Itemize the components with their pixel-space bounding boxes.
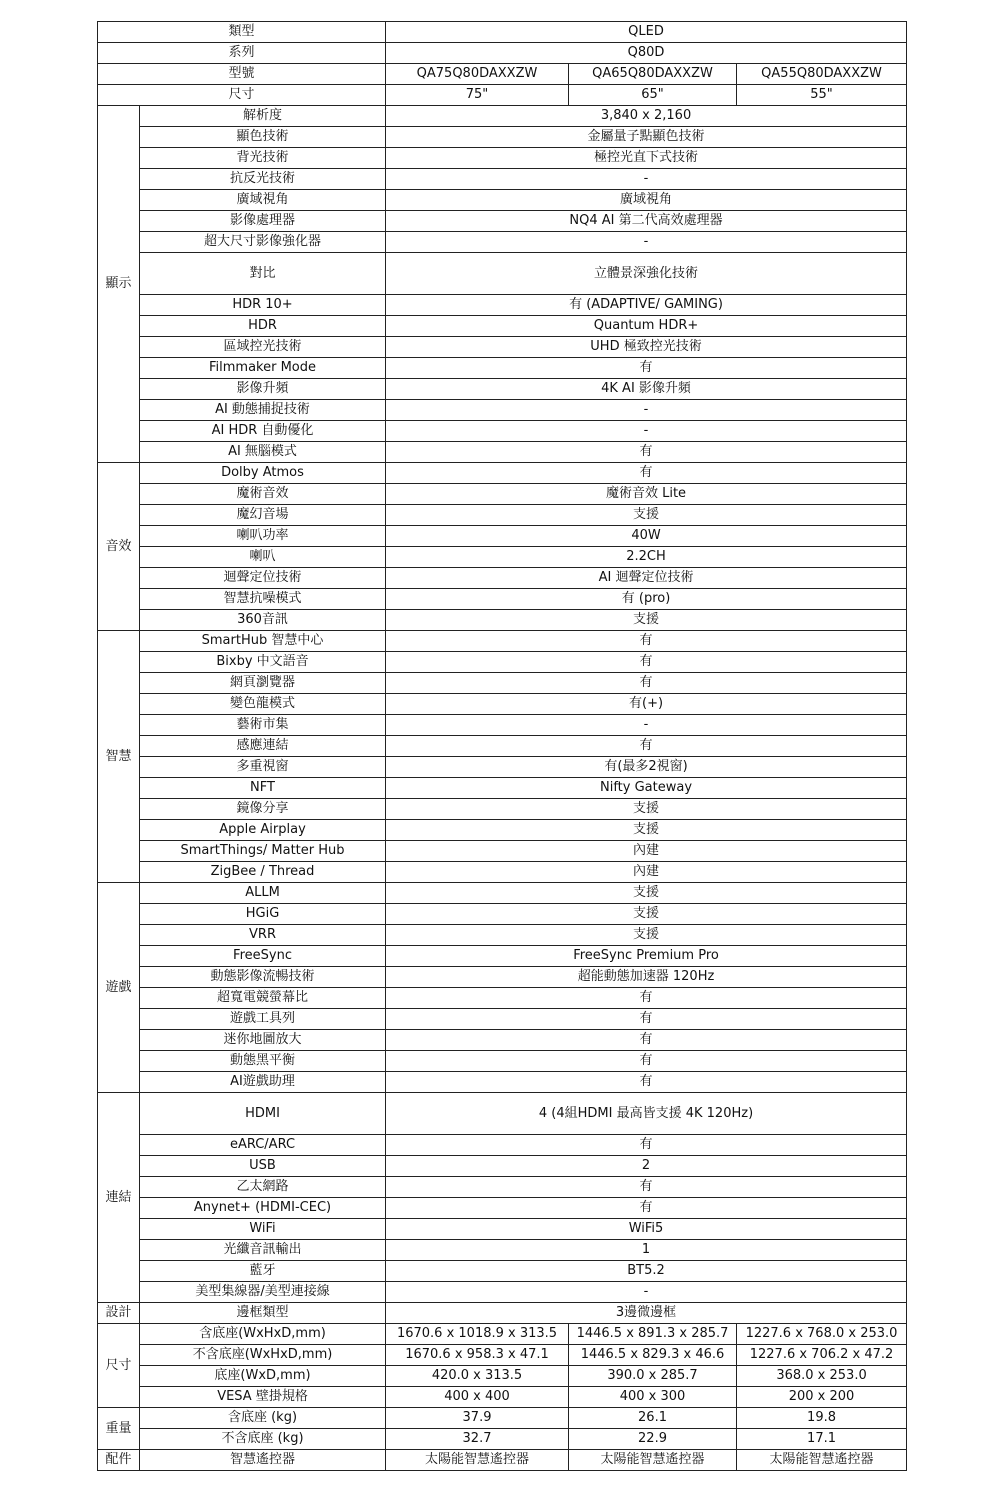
- spec-row: [98, 1009, 907, 1030]
- spec-value: 有: [386, 463, 907, 484]
- spec-value: FreeSync Premium Pro: [386, 946, 907, 967]
- spec-row: [98, 1261, 907, 1282]
- model-75: QA75Q80DAXXZW: [386, 64, 569, 85]
- spec-label: 背光技術: [140, 148, 386, 169]
- spec-value: 支援: [386, 610, 907, 631]
- spec-row: [98, 337, 907, 358]
- spec-value: 1670.6 x 958.3 x 47.1: [386, 1345, 569, 1366]
- spec-label: FreeSync: [140, 946, 386, 967]
- spec-value: Nifty Gateway: [386, 778, 907, 799]
- spec-row: [98, 190, 907, 211]
- spec-label: 光纖音訊輸出: [140, 1240, 386, 1261]
- spec-value: 17.1: [737, 1429, 907, 1450]
- spec-value: 有(最多2視窗): [386, 757, 907, 778]
- spec-row: [98, 820, 907, 841]
- spec-value: 37.9: [386, 1408, 569, 1429]
- spec-label: 藝術市集: [140, 715, 386, 736]
- type-value: QLED: [386, 22, 907, 43]
- spec-row: [98, 1198, 907, 1219]
- spec-label: HDR: [140, 316, 386, 337]
- spec-row: [98, 1093, 907, 1135]
- spec-value: -: [386, 1282, 907, 1303]
- spec-value: 太陽能智慧遙控器: [569, 1450, 737, 1471]
- spec-value: 有: [386, 1198, 907, 1219]
- spec-label: SmartThings/ Matter Hub: [140, 841, 386, 862]
- spec-row: [98, 400, 907, 421]
- type-label: 類型: [98, 22, 386, 43]
- spec-label: 美型集線器/美型連接線: [140, 1282, 386, 1303]
- spec-label: AI HDR 自動優化: [140, 421, 386, 442]
- spec-label: AI 無腦模式: [140, 442, 386, 463]
- spec-label: 抗反光技術: [140, 169, 386, 190]
- spec-value: 1: [386, 1240, 907, 1261]
- spec-row: [98, 442, 907, 463]
- spec-row: [98, 295, 907, 316]
- series-label: 系列: [98, 43, 386, 64]
- spec-row: [98, 967, 907, 988]
- spec-label: 廣域視角: [140, 190, 386, 211]
- spec-label: AI遊戲助理: [140, 1072, 386, 1093]
- spec-value: 有: [386, 988, 907, 1009]
- spec-row: [98, 1324, 907, 1345]
- spec-label: Bixby 中文語音: [140, 652, 386, 673]
- spec-value: 1227.6 x 706.2 x 47.2: [737, 1345, 907, 1366]
- size-55: 55": [737, 85, 907, 106]
- spec-label: SmartHub 智慧中心: [140, 631, 386, 652]
- spec-row: [98, 1072, 907, 1093]
- spec-row: [98, 1303, 907, 1324]
- spec-row: [98, 1219, 907, 1240]
- spec-value: -: [386, 169, 907, 190]
- spec-label: 魔幻音場: [140, 505, 386, 526]
- spec-row: [98, 715, 907, 736]
- spec-label: Dolby Atmos: [140, 463, 386, 484]
- category-label: 設計: [98, 1303, 140, 1324]
- spec-value: 有: [386, 1135, 907, 1156]
- spec-value: 1446.5 x 891.3 x 285.7: [569, 1324, 737, 1345]
- spec-label: 含底座(WxHxD,mm): [140, 1324, 386, 1345]
- spec-label: 多重視窗: [140, 757, 386, 778]
- spec-label: 迷你地圖放大: [140, 1030, 386, 1051]
- category-label: 遊戲: [98, 883, 140, 1093]
- spec-label: 360音訊: [140, 610, 386, 631]
- spec-label: 迴聲定位技術: [140, 568, 386, 589]
- spec-label: 藍牙: [140, 1261, 386, 1282]
- spec-row: [98, 841, 907, 862]
- spec-value: 支援: [386, 820, 907, 841]
- spec-row: [98, 673, 907, 694]
- spec-row: [98, 631, 907, 652]
- model-65: QA65Q80DAXXZW: [569, 64, 737, 85]
- spec-label: 魔術音效: [140, 484, 386, 505]
- spec-label: USB: [140, 1156, 386, 1177]
- category-label: 顯示: [98, 106, 140, 463]
- spec-row: [98, 148, 907, 169]
- spec-row: [98, 757, 907, 778]
- spec-row: [98, 526, 907, 547]
- spec-value: UHD 極致控光技術: [386, 337, 907, 358]
- spec-label: 智慧遙控器: [140, 1450, 386, 1471]
- spec-label: Filmmaker Mode: [140, 358, 386, 379]
- spec-row: [98, 610, 907, 631]
- spec-row: [98, 232, 907, 253]
- spec-value: 3,840 x 2,160: [386, 106, 907, 127]
- spec-row: [98, 904, 907, 925]
- spec-value: 32.7: [386, 1429, 569, 1450]
- spec-row: [98, 1030, 907, 1051]
- spec-label: HDR 10+: [140, 295, 386, 316]
- header-row-model: [98, 64, 907, 85]
- spec-row: [98, 925, 907, 946]
- size-65: 65": [569, 85, 737, 106]
- spec-label: 喇叭功率: [140, 526, 386, 547]
- spec-label: 底座(WxD,mm): [140, 1366, 386, 1387]
- spec-label: AI 動態捕捉技術: [140, 400, 386, 421]
- model-55: QA55Q80DAXXZW: [737, 64, 907, 85]
- spec-row: [98, 421, 907, 442]
- spec-value: 有: [386, 631, 907, 652]
- spec-label: 影像升頻: [140, 379, 386, 400]
- spec-label: 不含底座(WxHxD,mm): [140, 1345, 386, 1366]
- spec-label: 超大尺寸影像強化器: [140, 232, 386, 253]
- category-label: 連結: [98, 1093, 140, 1303]
- spec-value: 400 x 300: [569, 1387, 737, 1408]
- spec-value: 有: [386, 1009, 907, 1030]
- spec-value: 有: [386, 736, 907, 757]
- spec-label: 鏡像分享: [140, 799, 386, 820]
- spec-row: [98, 1345, 907, 1366]
- category-label: 重量: [98, 1408, 140, 1450]
- spec-label: 含底座 (kg): [140, 1408, 386, 1429]
- spec-row: [98, 736, 907, 757]
- spec-row: [98, 505, 907, 526]
- spec-value: 支援: [386, 904, 907, 925]
- spec-label: 不含底座 (kg): [140, 1429, 386, 1450]
- spec-row: [98, 988, 907, 1009]
- spec-label: 超寬電競螢幕比: [140, 988, 386, 1009]
- spec-row: [98, 358, 907, 379]
- spec-value: 有: [386, 673, 907, 694]
- spec-value: 太陽能智慧遙控器: [386, 1450, 569, 1471]
- spec-value: 4K AI 影像升頻: [386, 379, 907, 400]
- spec-value: 有 (ADAPTIVE/ GAMING): [386, 295, 907, 316]
- spec-value: 200 x 200: [737, 1387, 907, 1408]
- spec-value: 支援: [386, 505, 907, 526]
- spec-value: -: [386, 232, 907, 253]
- spec-row: [98, 379, 907, 400]
- spec-value: 魔術音效 Lite: [386, 484, 907, 505]
- spec-value: 有: [386, 1030, 907, 1051]
- header-row-type: [98, 22, 907, 43]
- spec-row: [98, 1240, 907, 1261]
- spec-row: [98, 652, 907, 673]
- spec-label: 遊戲工具列: [140, 1009, 386, 1030]
- spec-value: 19.8: [737, 1408, 907, 1429]
- spec-value: 有: [386, 358, 907, 379]
- spec-value: 支援: [386, 925, 907, 946]
- model-label: 型號: [98, 64, 386, 85]
- spec-label: HDMI: [140, 1093, 386, 1135]
- spec-label: 動態影像流暢技術: [140, 967, 386, 988]
- spec-label: 區域控光技術: [140, 337, 386, 358]
- spec-value: 有: [386, 652, 907, 673]
- spec-label: eARC/ARC: [140, 1135, 386, 1156]
- header-row-size: [98, 85, 907, 106]
- spec-row: [98, 1366, 907, 1387]
- spec-row: [98, 1051, 907, 1072]
- spec-row: [98, 106, 907, 127]
- spec-value: 廣域視角: [386, 190, 907, 211]
- spec-value: 有: [386, 442, 907, 463]
- spec-row: [98, 253, 907, 295]
- spec-label: 乙太網路: [140, 1177, 386, 1198]
- spec-label: NFT: [140, 778, 386, 799]
- spec-value: 1227.6 x 768.0 x 253.0: [737, 1324, 907, 1345]
- spec-table: [97, 21, 907, 1471]
- header-row-series: [98, 43, 907, 64]
- spec-value: Quantum HDR+: [386, 316, 907, 337]
- spec-row: [98, 1450, 907, 1471]
- spec-label: 影像處理器: [140, 211, 386, 232]
- spec-row: [98, 547, 907, 568]
- spec-value: 420.0 x 313.5: [386, 1366, 569, 1387]
- spec-row: [98, 778, 907, 799]
- spec-value: 1670.6 x 1018.9 x 313.5: [386, 1324, 569, 1345]
- spec-value: 超能動態加速器 120Hz: [386, 967, 907, 988]
- spec-value: BT5.2: [386, 1261, 907, 1282]
- size-label: 尺寸: [98, 85, 386, 106]
- spec-value: 內建: [386, 841, 907, 862]
- spec-label: ZigBee / Thread: [140, 862, 386, 883]
- spec-value: -: [386, 715, 907, 736]
- spec-label: 動態黑平衡: [140, 1051, 386, 1072]
- spec-value: AI 迴聲定位技術: [386, 568, 907, 589]
- spec-row: [98, 694, 907, 715]
- spec-row: [98, 1282, 907, 1303]
- spec-value: 368.0 x 253.0: [737, 1366, 907, 1387]
- spec-label: ALLM: [140, 883, 386, 904]
- spec-value: 支援: [386, 883, 907, 904]
- category-label: 配件: [98, 1450, 140, 1471]
- category-label: 智慧: [98, 631, 140, 883]
- spec-label: 感應連結: [140, 736, 386, 757]
- spec-row: [98, 169, 907, 190]
- spec-row: [98, 946, 907, 967]
- spec-value: 有: [386, 1177, 907, 1198]
- spec-value: 金屬量子點顯色技術: [386, 127, 907, 148]
- spec-label: WiFi: [140, 1219, 386, 1240]
- category-label: 尺寸: [98, 1324, 140, 1408]
- spec-row: [98, 211, 907, 232]
- spec-label: 網頁瀏覽器: [140, 673, 386, 694]
- spec-value: 40W: [386, 526, 907, 547]
- spec-row: [98, 589, 907, 610]
- spec-value: 400 x 400: [386, 1387, 569, 1408]
- spec-label: Apple Airplay: [140, 820, 386, 841]
- spec-value: -: [386, 421, 907, 442]
- spec-value: 有(+): [386, 694, 907, 715]
- spec-value: 1446.5 x 829.3 x 46.6: [569, 1345, 737, 1366]
- spec-row: [98, 484, 907, 505]
- spec-row: [98, 127, 907, 148]
- spec-value: 22.9: [569, 1429, 737, 1450]
- spec-row: [98, 316, 907, 337]
- spec-label: Anynet+ (HDMI-CEC): [140, 1198, 386, 1219]
- spec-label: 喇叭: [140, 547, 386, 568]
- spec-label: HGiG: [140, 904, 386, 925]
- spec-value: 太陽能智慧遙控器: [737, 1450, 907, 1471]
- spec-row: [98, 1387, 907, 1408]
- spec-value: 內建: [386, 862, 907, 883]
- spec-value: 有 (pro): [386, 589, 907, 610]
- spec-value: 26.1: [569, 1408, 737, 1429]
- spec-value: 極控光直下式技術: [386, 148, 907, 169]
- series-value: Q80D: [386, 43, 907, 64]
- spec-label: 顯色技術: [140, 127, 386, 148]
- spec-value: 2.2CH: [386, 547, 907, 568]
- spec-label: VESA 壁掛規格: [140, 1387, 386, 1408]
- spec-row: [98, 1156, 907, 1177]
- spec-label: 解析度: [140, 106, 386, 127]
- spec-value: 3邊微邊框: [386, 1303, 907, 1324]
- spec-row: [98, 1408, 907, 1429]
- spec-value: WiFi5: [386, 1219, 907, 1240]
- spec-value: 有: [386, 1072, 907, 1093]
- spec-row: [98, 862, 907, 883]
- spec-row: [98, 883, 907, 904]
- spec-value: -: [386, 400, 907, 421]
- spec-row: [98, 1135, 907, 1156]
- spec-label: 對比: [140, 253, 386, 295]
- spec-value: 390.0 x 285.7: [569, 1366, 737, 1387]
- spec-value: 立體景深強化技術: [386, 253, 907, 295]
- spec-label: 智慧抗噪模式: [140, 589, 386, 610]
- spec-value: 2: [386, 1156, 907, 1177]
- size-75: 75": [386, 85, 569, 106]
- spec-label: 邊框類型: [140, 1303, 386, 1324]
- category-label: 音效: [98, 463, 140, 631]
- spec-value: NQ4 AI 第二代高效處理器: [386, 211, 907, 232]
- spec-row: [98, 799, 907, 820]
- spec-row: [98, 568, 907, 589]
- spec-value: 4 (4組HDMI 最高皆支援 4K 120Hz): [386, 1093, 907, 1135]
- spec-value: 支援: [386, 799, 907, 820]
- spec-row: [98, 463, 907, 484]
- spec-value: 有: [386, 1051, 907, 1072]
- spec-label: 變色龍模式: [140, 694, 386, 715]
- spec-row: [98, 1177, 907, 1198]
- spec-label: VRR: [140, 925, 386, 946]
- spec-row: [98, 1429, 907, 1450]
